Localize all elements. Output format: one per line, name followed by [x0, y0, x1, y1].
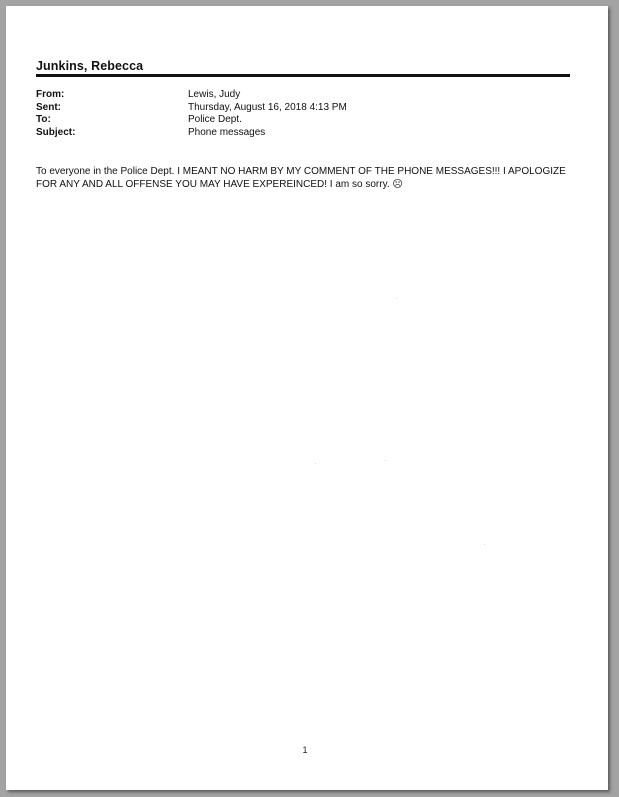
page-number: 1 [302, 745, 308, 755]
sent-label: Sent: [36, 101, 61, 113]
header-row-sent [36, 102, 576, 115]
mailbox-owner-title: Junkins, Rebecca [36, 59, 144, 73]
email-headers [36, 89, 576, 139]
email-body: To everyone in the Police Dept. I MEANT NO HARM BY MY COMMENT OF THE PHONE MESSAGES!!! I APOLOGIZE FOR ANY AND ALL OFFENSE YOU MAY HAVE EXPEREINCED! I am so sorry. ☹ [36, 166, 566, 190]
header-row-from [36, 89, 576, 102]
to-label: To: [36, 114, 51, 125]
to-value: Police Dept. [188, 114, 242, 125]
scan-speck [396, 298, 397, 299]
from-value: Lewis, Judy [188, 89, 241, 100]
subject-label: Subject: [36, 126, 76, 138]
document-page [6, 6, 608, 790]
subject-value: Phone messages [188, 126, 266, 138]
scan-speck [315, 463, 316, 464]
scan-speck [385, 460, 386, 461]
header-row-to [36, 114, 576, 127]
from-label: From: [36, 89, 65, 100]
title-divider [36, 74, 570, 77]
scan-speck [484, 544, 485, 545]
header-row-subject [36, 127, 576, 140]
sent-value: Thursday, August 16, 2018 4:13 PM [188, 101, 347, 113]
